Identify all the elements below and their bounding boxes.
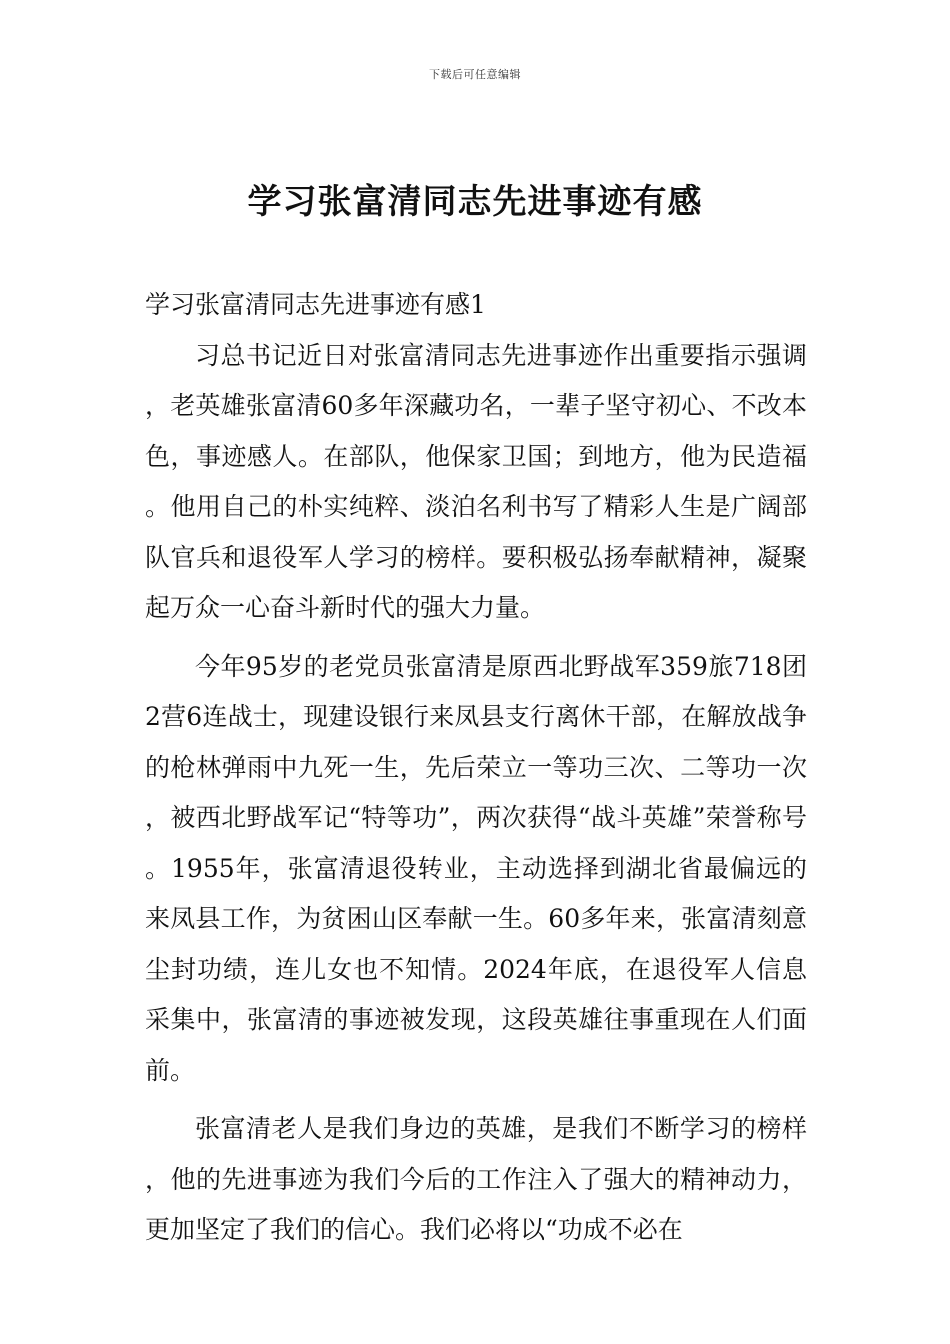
document-title: 学习张富清同志先进事迹有感 (247, 182, 703, 222)
paragraph: 习总书记近日对张富清同志先进事迹作出重要指示强调，老英雄张富清60多年深藏功名，一辈子坚守初心、不改本色，事迹感人。在部队，他保家卫国；到地方，他为民造福。他用自己的朴实纯粹、淡泊名利书写了精彩人生是广阔部队官兵和退役军人学习的榜样。要积极弘扬奉献精神，凝聚起万众一心奋斗新时代的强大力量。 (145, 340, 807, 622)
paragraph: 张富清老人是我们身边的英雄，是我们不断学习的榜样，他的先进事迹为我们今后的工作注入了强大的精神动力，更加坚定了我们的信心。我们必将以“功成不必在 (145, 1114, 807, 1244)
header-note: 下载后可任意编辑 (429, 68, 521, 81)
document-body (145, 280, 807, 1264)
paragraph: 今年95岁的老党员张富清是原西北野战军359旅718团2营6连战士，现建设银行来凤县支行离休干部，在解放战争的枪林弹雨中九死一生，先后荣立一等功三次、二等功一次，被西北野战军记“特等功”，两次获得“战斗英雄”荣誉称号。1955年，张富清退役转业，主动选择到湖北省最偏远的来凤县工作，为贫困山区奉献一生。60多年来，张富清刻意尘封功绩，连儿女也不知情。2024年底，在退役军人信息采集中，张富清的事迹被发现，这段英雄往事重现在人们面前。 (145, 651, 807, 1085)
section-heading: 学习张富清同志先进事迹有感1 (145, 290, 486, 319)
